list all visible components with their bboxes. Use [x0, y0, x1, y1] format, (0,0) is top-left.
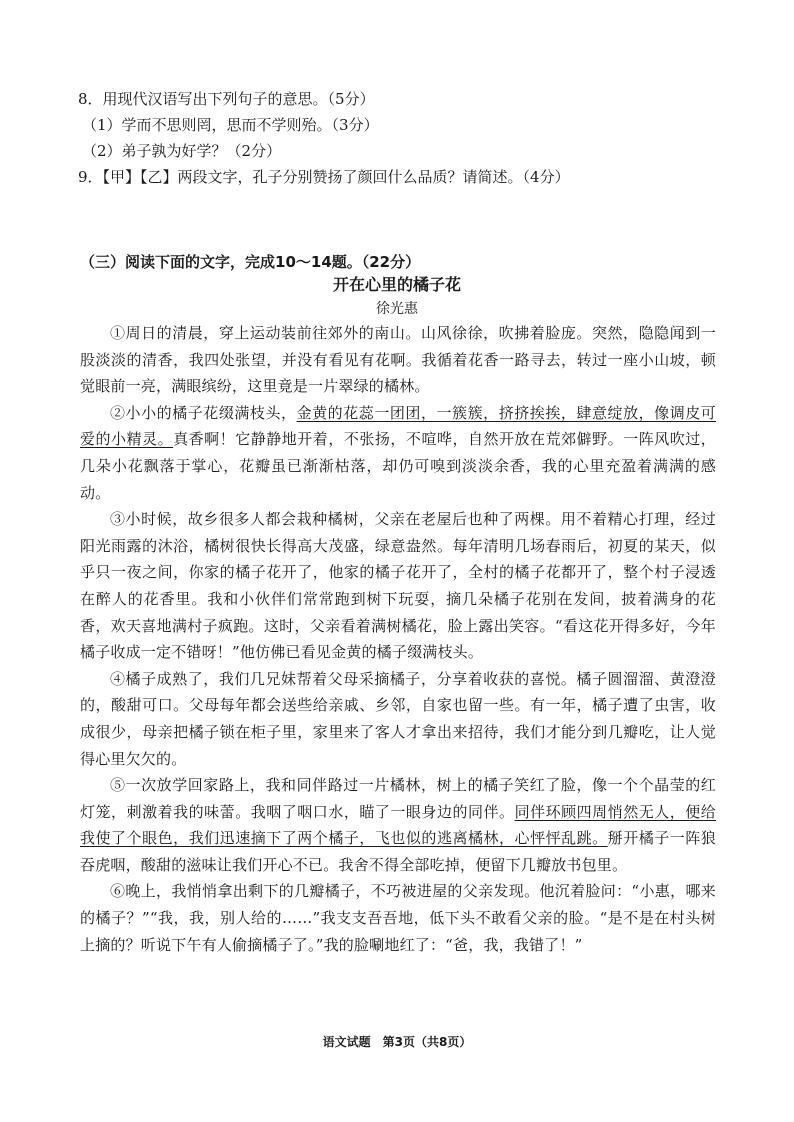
paragraph-2-underlined: 金黄的花蕊一团团，一簇簇，挤挤挨挨，肆意绽放，像调皮可爱的小精灵。: [80, 403, 717, 449]
paragraph-2-lead: ②小小的橘子花缀满枝头，: [110, 403, 297, 422]
paragraph-3: ③小时候，故乡很多人都会栽种橘树，父亲在老屋后也种了两棵。用不着精心打理，经过阳光雨露的沐浴，橘树很快长得高大茂盛，绿意盎然。每年清明几场春雨后，初夏的某天，似乎只一夜之间，你家的橘子花开了，他家的橘子花开了，全村的橘子花都开了，整个村子浸透在醉人的花香里。我和小伙伴们常常跑到树下玩耍，摘几朵橘子花别在发间，披着满身的花香，欢天喜地满村子疯跑。这时，父亲看着满树橘花，脸上露出笑容。“看这花开得多好，今年橘子收成一定不错呀！”他仿佛已看见金黄的橘子缀满枝头。: [80, 510, 716, 662]
article-body: [80, 320, 716, 958]
section-heading: （三）阅读下面的文字，完成10～14题。（22分）: [80, 253, 421, 271]
question-9: 9．【甲】【乙】两段文字，孔子分别赞扬了颜回什么品质？请简述。（4分）: [78, 168, 570, 186]
paragraph-5-rest: 掰开橘子一阵狼吞虎咽，酸甜的滋味让我们开心不已。我舍不得全部吃掉，便留下几瓣放书包里。: [80, 829, 716, 874]
question-8-part-2: （2）弟子孰为好学？（2分）: [82, 142, 282, 160]
question-block: [78, 86, 718, 190]
paragraph-5-underlined: 同伴环顾四周悄然无人，便给我使了个眼色，我们迅速摘下了两个橘子，飞也似的逃离橘林，心怦怦乱跳。: [80, 802, 716, 848]
question-8-part-1: （1）学而不思则罔，思而不学则殆。（3分）: [82, 116, 379, 134]
paragraph-5-lead: ⑤一次放学回家路上，我和同伴路过一片橘林，树上的橘子笑红了脸，像一个个晶莹的红灯笼，刺激着我的味蕾。我咽了咽口水，瞄了一眼身边的同伴。: [80, 776, 716, 821]
paragraph-2: [80, 400, 716, 506]
paragraph-1: ①周日的清晨，穿上运动装前往郊外的南山。山风徐徐，吹拂着脸庞。突然，隐隐闻到一股淡淡的清香，我四处张望，并没有看见有花啊。我循着花香一路寻去，转过一座小山坡，顿觉眼前一亮，满眼缤纷，这里竟是一片翠绿的橘林。: [80, 324, 716, 396]
page-footer: 语文试题 第3页（共8页）: [322, 1035, 472, 1049]
paragraph-5: [80, 772, 716, 878]
article-title: 开在心里的橘子花: [332, 275, 461, 294]
paragraph-6: ⑥晚上，我悄悄拿出剩下的几瓣橘子，不巧被进屋的父亲发现。他沉着脸问：“小惠，哪来的橘子？”“我，我，别人给的……”我支支吾吾地，低下头不敢看父亲的脸。“是不是在村头树上摘的？听说下午有人偷摘橘子了。”我的脸唰地红了：“爸，我，我错了！”: [80, 882, 716, 954]
paragraph-2-rest: 真香啊！它静静地开着，不张扬，不喧哗，自然开放在荒郊僻野。一阵风吹过，几朵小花飘落于掌心，花瓣虽已渐渐枯落，却仍可嗅到淡淡余香，我的心里充盈着满满的感动。: [80, 430, 716, 502]
paragraph-4: ④橘子成熟了，我们几兄妹帮着父母采摘橘子，分享着收获的喜悦。橘子圆溜溜、黄澄澄的，酸甜可口。父母每年都会送些给亲戚、乡邻，自家也留一些。有一年，橘子遭了虫害，收成很少，母亲把橘子锁在柜子里，家里来了客人才拿出来招待，我们才能分到几瓣吃，让人觉得心里欠欠的。: [80, 669, 716, 768]
article-author: 徐光惠: [376, 301, 418, 317]
question-8: 8．用现代汉语写出下列句子的意思。（5分）: [78, 90, 375, 108]
